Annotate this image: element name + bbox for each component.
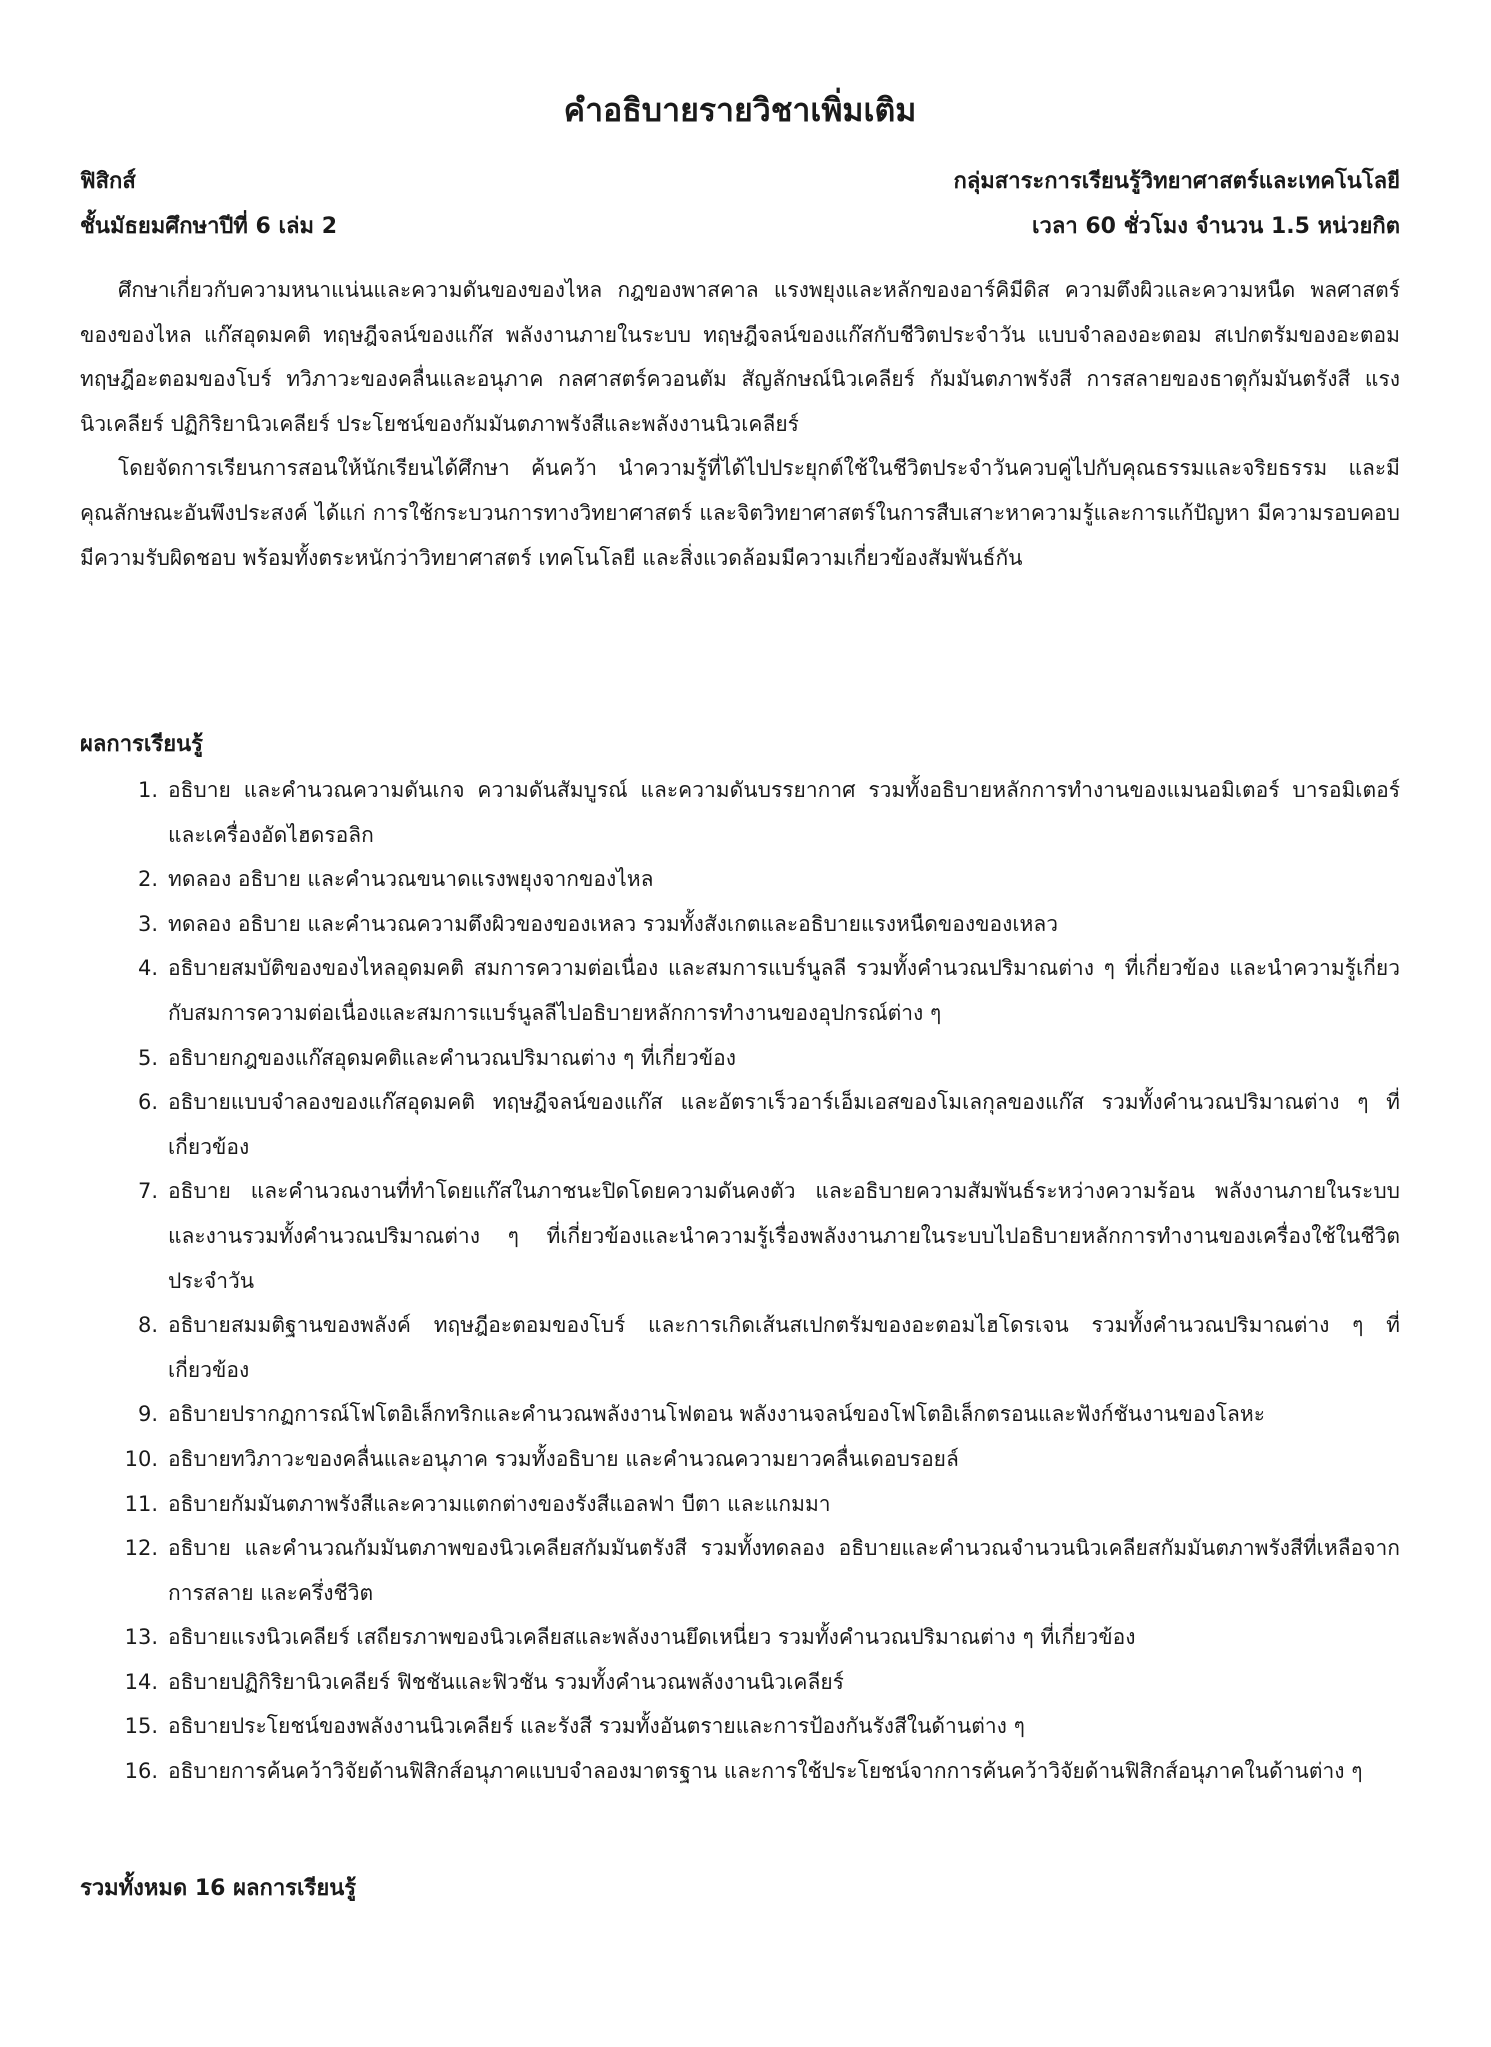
outcome-text: อธิบายสมบัติของของไหลอุดมคติ สมการความต่อเนื่อง และสมการแบร์นูลลี รวมทั้งคำนวณปริมาณต่าง ๆ ที่เกี่ยวข้อง และนำความรู้เกี่ยวกับสมการความต่อเนื่องและสมการแบร์นูลลีไปอธิบายหลักการทำงานของอุปกรณ์ต่าง ๆ: [168, 956, 1400, 1025]
outcome-item: [120, 1482, 1400, 1527]
outcome-text: ทดลอง อธิบาย และคำนวณความตึงผิวของของเหลว รวมทั้งสังเกตและอธิบายแรงหนืดของของเหลว: [168, 911, 1059, 936]
outcomes-heading: ผลการเรียนรู้: [80, 732, 203, 757]
outcomes-total: รวมทั้งหมด 16 ผลการเรียนรู้: [80, 1876, 357, 1901]
course-description: [80, 268, 1400, 580]
outcome-number: 3.: [137, 911, 158, 936]
outcome-number: 8.: [137, 1313, 158, 1338]
meta-row-subject: [80, 165, 1400, 199]
outcome-item: [120, 1303, 1400, 1392]
description-paragraph: โดยจัดการเรียนการสอนให้นักเรียนได้ศึกษา ค้นคว้า นำความรู้ที่ได้ไปประยุกต์ใช้ในชีวิตประจำวันควบคู่ไปกับคุณธรรมและจริยธรรม และมีคุณลักษณะอันพึงประสงค์ ได้แก่ การใช้กระบวนการทางวิทยาศาสตร์ และจิตวิทยาศาสตร์ในการสืบเสาะหาความรู้และการแก้ปัญหา มีความรอบคอบ มีความรับผิดชอบ พร้อมทั้งตระหนักว่าวิทยาศาสตร์ เทคโนโลยี และสิ่งแวดล้อมมีความเกี่ยวข้องสัมพันธ์กัน: [80, 456, 1400, 570]
outcome-item: [120, 1526, 1400, 1615]
outcome-number: 10.: [124, 1446, 158, 1471]
outcome-number: 9.: [137, 1402, 158, 1427]
outcome-number: 13.: [124, 1625, 158, 1650]
outcome-item: [120, 1437, 1400, 1482]
outcome-item: [120, 857, 1400, 902]
outcome-number: 4.: [137, 956, 158, 981]
outcome-number: 1.: [137, 778, 158, 802]
grade-label: ชั้นมัธยมศึกษาปีที่ 6 เล่ม 2: [80, 214, 337, 239]
time-credit-label: เวลา 60 ชั่วโมง จำนวน 1.5 หน่วยกิต: [1031, 214, 1400, 239]
outcome-item: [120, 1036, 1400, 1081]
outcome-number: 14.: [124, 1669, 158, 1694]
outcome-number: 2.: [137, 867, 158, 892]
outcome-text: อธิบายแรงนิวเคลียร์ เสถียรภาพของนิวเคลียสและพลังงานยึดเหนี่ยว รวมทั้งคำนวณปริมาณต่าง ๆ ที่เกี่ยวข้อง: [168, 1625, 1136, 1650]
outcome-text: ทดลอง อธิบาย และคำนวณขนาดแรงพยุงจากของไหล: [168, 867, 654, 892]
outcome-text: อธิบายกัมมันตภาพรังสีและความแตกต่างของรังสีแอลฟา บีตา และแกมมา: [168, 1491, 831, 1516]
outcome-item: [120, 1169, 1400, 1303]
outcome-text: อธิบาย และคำนวณความดันเกจ ความดันสัมบูรณ์ และความดันบรรยากาศ รวมทั้งอธิบายหลักการทำงานของแมนอมิเตอร์ บารอมิเตอร์ และเครื่องอัดไฮดรอลิก: [168, 778, 1400, 847]
outcome-item: [120, 768, 1400, 857]
outcome-item: [120, 1704, 1400, 1749]
subject-label: ฟิสิกส์: [80, 169, 136, 194]
outcome-number: 12.: [124, 1536, 158, 1561]
outcome-number: 6.: [137, 1090, 158, 1115]
outcome-number: 7.: [137, 1179, 158, 1204]
outcome-item: [120, 1749, 1400, 1794]
outcome-text: อธิบาย และคำนวณกัมมันตภาพของนิวเคลียสกัมมันตรังสี รวมทั้งทดลอง อธิบายและคำนวณจำนวนนิวเคลียสกัมมันตภาพรังสีที่เหลือจากการสลาย และครึ่งชีวิต: [168, 1536, 1400, 1605]
outcome-number: 15.: [124, 1714, 158, 1739]
outcome-item: [120, 1660, 1400, 1705]
outcome-text: อธิบายแบบจำลองของแก๊สอุดมคติ ทฤษฎีจลน์ของแก๊ส และอัตราเร็วอาร์เอ็มเอสของโมเลกุลของแก๊ส รวมทั้งคำนวณปริมาณต่าง ๆ ที่เกี่ยวข้อง: [168, 1090, 1400, 1159]
outcome-item: [120, 1615, 1400, 1660]
outcome-text: อธิบายปรากฏการณ์โฟโตอิเล็กทริกและคำนวณพลังงานโฟตอน พลังงานจลน์ของโฟโตอิเล็กตรอนและฟังก์ชันงานของโลหะ: [168, 1402, 1266, 1427]
outcome-number: 11.: [124, 1491, 158, 1516]
outcome-text: อธิบายกฎของแก๊สอุดมคติและคำนวณปริมาณต่าง ๆ ที่เกี่ยวข้อง: [168, 1045, 736, 1070]
meta-row-grade: [80, 210, 1400, 244]
learning-area-label: กลุ่มสาระการเรียนรู้วิทยาศาสตร์และเทคโนโลยี: [953, 169, 1400, 194]
outcome-text: อธิบาย และคำนวณงานที่ทำโดยแก๊สในภาชนะปิดโดยความดันคงตัว และอธิบายความสัมพันธ์ระหว่างความร้อน พลังงานภายในระบบ และงานรวมทั้งคำนวณปริมาณต่าง ๆ ที่เกี่ยวข้องและนำความรู้เรื่องพลังงานภายในระบบไปอธิบายหลักการทำงานของเครื่องใช้ในชีวิตประจำวัน: [168, 1179, 1400, 1293]
outcomes-list: [120, 768, 1400, 1794]
outcome-item: [120, 946, 1400, 1035]
outcome-number: 5.: [137, 1045, 158, 1070]
outcome-text: อธิบายปฏิกิริยานิวเคลียร์ ฟิชชันและฟิวชัน รวมทั้งคำนวณพลังงานนิวเคลียร์: [168, 1669, 844, 1694]
outcome-item: [120, 1392, 1400, 1437]
outcome-text: อธิบายประโยชน์ของพลังงานนิวเคลียร์ และรังสี รวมทั้งอันตรายและการป้องกันรังสีในด้านต่าง ๆ: [168, 1714, 1025, 1739]
outcome-text: อธิบายสมมติฐานของพลังค์ ทฤษฎีอะตอมของโบร์ และการเกิดเส้นสเปกตรัมของอะตอมไฮโดรเจน รวมทั้งคำนวณปริมาณต่าง ๆ ที่เกี่ยวข้อง: [168, 1313, 1400, 1382]
outcome-text: อธิบายการค้นคว้าวิจัยด้านฟิสิกส์อนุภาคแบบจำลองมาตรฐาน และการใช้ประโยชน์จากการค้นคว้าวิจัยด้านฟิสิกส์อนุภาคในด้านต่าง ๆ: [168, 1759, 1363, 1784]
outcome-item: [120, 1080, 1400, 1169]
outcome-item: [120, 902, 1400, 947]
outcome-text: อธิบายทวิภาวะของคลื่นและอนุภาค รวมทั้งอธิบาย และคำนวณความยาวคลื่นเดอบรอยล์: [168, 1446, 959, 1471]
description-paragraph: ศึกษาเกี่ยวกับความหนาแน่นและความดันของของไหล กฎของพาสคาล แรงพยุงและหลักของอาร์คิมีดิส ความตึงผิวและความหนืด พลศาสตร์ของของไหล แก๊สอุดมคติ ทฤษฎีจลน์ของแก๊ส พลังงานภายในระบบ ทฤษฎีจลน์ของแก๊สกับชีวิตประจำวัน แบบจำลองอะตอม สเปกตรัมของอะตอม ทฤษฎีอะตอมของโบร์ ทวิภาวะของคลื่นและอนุภาค กลศาสตร์ควอนตัม สัญลักษณ์นิวเคลียร์ กัมมันตภาพรังสี การสลายของธาตุกัมมันตรังสี แรงนิวเคลียร์ ปฏิกิริยานิวเคลียร์ ประโยชน์ของกัมมันตภาพรังสีและพลังงานนิวเคลียร์: [80, 278, 1400, 436]
document-title: คำอธิบายรายวิชาเพิ่มเติม: [563, 91, 917, 129]
outcome-number: 16.: [124, 1759, 158, 1784]
